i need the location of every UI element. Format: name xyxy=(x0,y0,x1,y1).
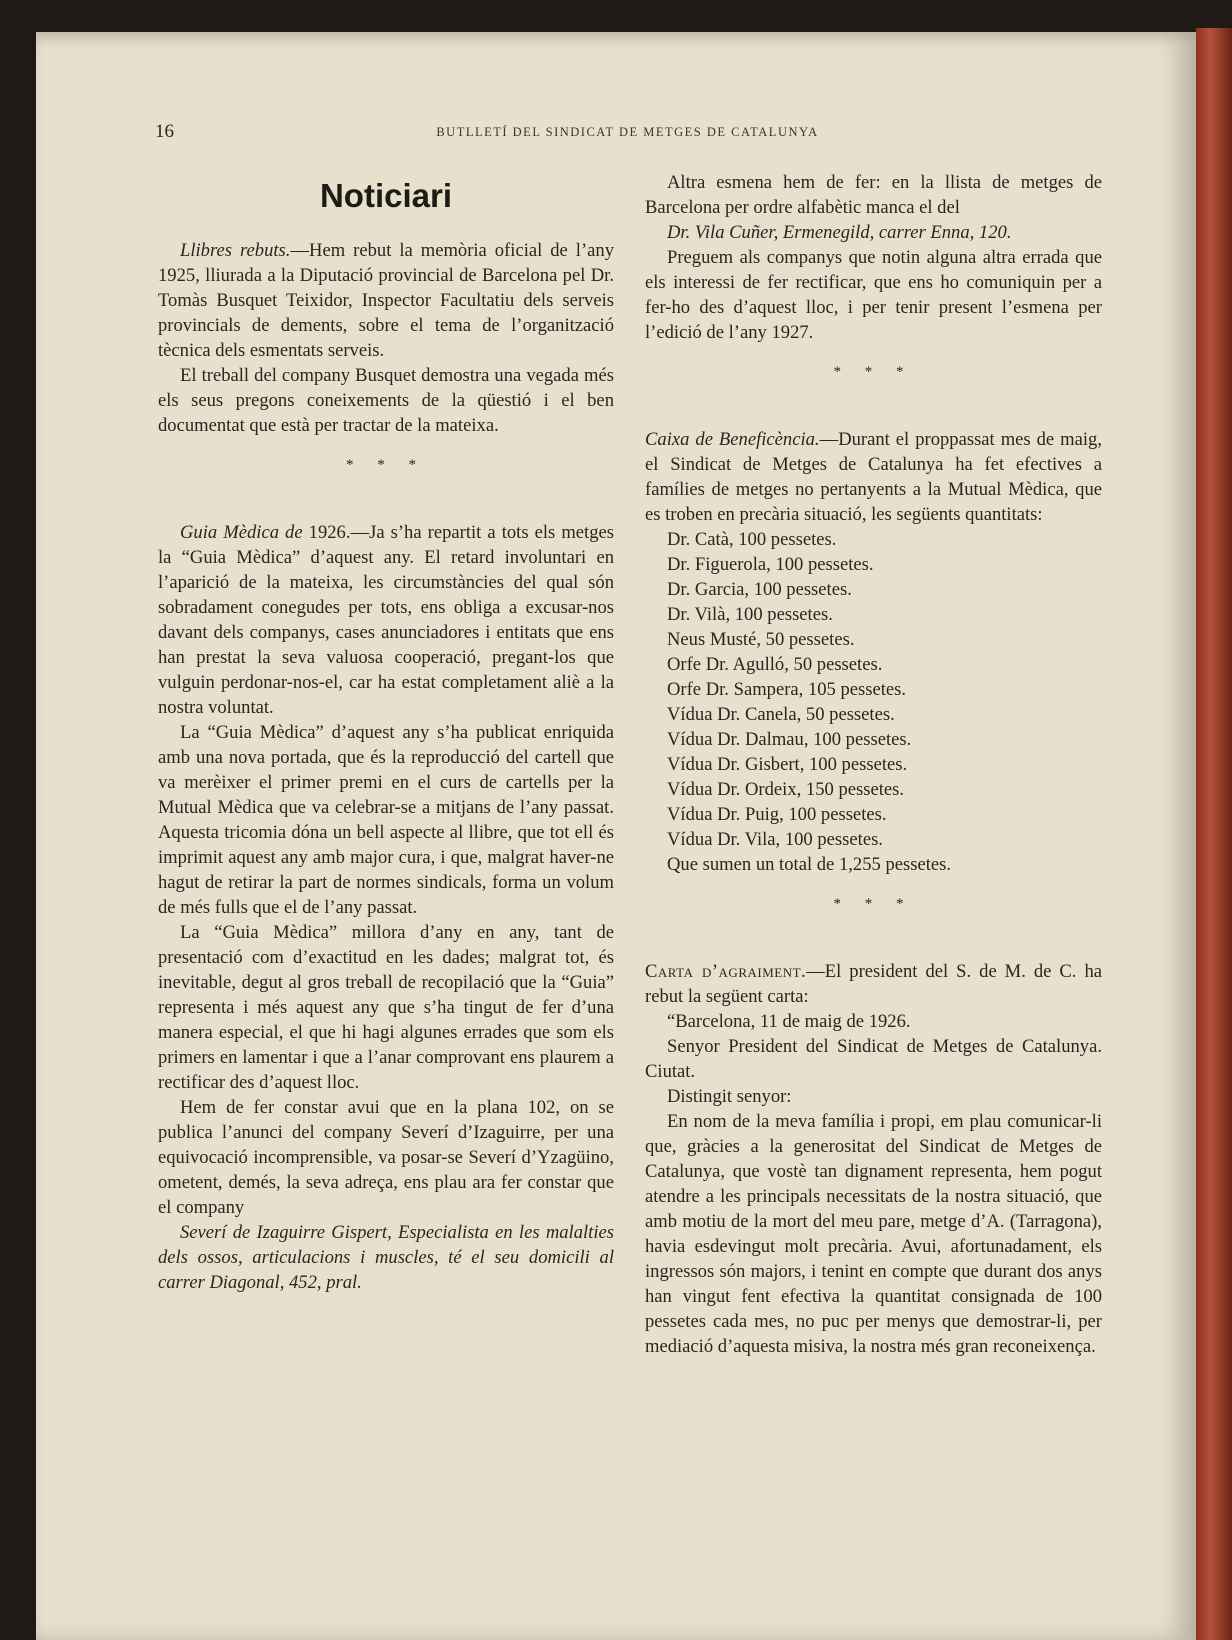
correction-notice: Severí de Izaguirre Gispert, Especialista en les malalties dels ossos, articulacions i muscles, té el seu domicili al carrer Diagonal, 452, pral. xyxy=(158,1222,614,1293)
letter-date: “Barcelona, 11 de maig de 1926. xyxy=(667,1011,911,1032)
paragraph-llibres-rebuts: Llibres rebuts.—Hem rebut la memòria oficial de l’any 1925, lliurada a la Diputació provincial de Barcelona pel Dr. Tomàs Busquet Teixidor, Inspector Facultatiu dels serveis provincials de dements, sobre el tema de l’organització tècnica dels esmentats serveis. xyxy=(158,240,614,361)
donation-list xyxy=(645,527,1102,877)
list-item: Vídua Dr. Dalmau, 100 pessetes. xyxy=(667,729,912,750)
correction-entry: Dr. Vila Cuñer, Ermenegild, carrer Enna, 120. xyxy=(667,222,1012,243)
list-item: Orfe Dr. Sampera, 105 pessetes. xyxy=(667,679,907,700)
left-column xyxy=(158,170,614,1295)
list-item: Vídua Dr. Puig, 100 pessetes. xyxy=(667,804,887,825)
paragraph: La “Guia Mèdica” millora d’any en any, tant de presentació com d’exactitud en les dades; malgrat tot, és inevitable, degut al gros treball de recopilació que la “Guia” representa i més aquest any que s’ha tingut de fer d’una manera especial, el que hi hagi algunes errades que som els primers en lamentar i que a l’anar comprovant ens plaurem a rectificar des d’aquest lloc. xyxy=(158,922,614,1093)
section-title: Noticiari xyxy=(319,177,453,214)
page-header xyxy=(155,121,1100,145)
section-divider: * * * xyxy=(833,364,914,380)
paragraph: Hem de fer constar avui que en la plana 102, on se publica l’anunci del company Severí d’Izaguirre, per una equivocació incomprensible, va posar-se Severí d’Yzagüino, ometent, demés, la seva adreça, ens plau ara fer constar que el company xyxy=(158,1097,614,1218)
section-divider: * * * xyxy=(346,457,426,473)
paragraph: El treball del company Busquet demostra una vegada més els seus pregons coneixements de la qüestió i el ben documentat que està per tractar de la mateixa. xyxy=(158,365,614,436)
llibres-rebuts-heading: Llibres rebuts. xyxy=(180,240,291,261)
list-item: Orfe Dr. Agulló, 50 pessetes. xyxy=(667,654,883,675)
letter-salutation: Distingit senyor: xyxy=(667,1086,792,1107)
paragraph: Preguem als companys que notin alguna altra errada que els interessi de fer rectificar, que ens ho comuniquin per a fer-ho des d’aquest lloc, i per tenir present l’esmena per l’edició de l’any 1927. xyxy=(645,247,1102,343)
section-divider: * * * xyxy=(833,896,914,912)
paragraph: Altra esmena hem de fer: en la llista de metges de Barcelona per ordre alfabètic manca el del xyxy=(645,172,1102,218)
running-head: BUTLLETÍ DEL SINDICAT DE METGES DE CATALUNYA xyxy=(436,125,819,139)
donation-total: Que sumen un total de 1,255 pessetes. xyxy=(667,854,952,875)
list-item: Dr. Garcia, 100 pessetes. xyxy=(667,579,852,600)
page-number: 16 xyxy=(155,121,174,142)
list-item: Dr. Figuerola, 100 pessetes. xyxy=(667,554,874,575)
paragraph-carta-agraiment: Carta d’agraiment.—El president del S. de M. de C. ha rebut la següent carta: xyxy=(645,961,1102,1007)
carta-agraiment-heading: Carta d’agraiment. xyxy=(645,961,807,982)
list-item: Dr. Catà, 100 pessetes. xyxy=(667,529,837,550)
paragraph-guia-medica: Guia Mèdica de 1926.—Ja s’ha repartit a tots els metges la “Guia Mèdica” d’aquest any. El retard involuntari en l’aparició de la mateixa, les circumstàncies del qual són sobradament conegudes per tots, ens obliga a excusar-nos davant dels companys, cases anunciadores i entitats que ens han prestat la seva valuosa cooperació, pregant-los que vulguin perdonar-nos-el, car ha estat completament aliè a la nostra voluntat. xyxy=(158,522,614,718)
paragraph-caixa-beneficencia: Caixa de Beneficència.—Durant el proppassat mes de maig, el Sindicat de Metges de Catalunya ha fet efectives a famílies de metges no pertanyents a la Mutual Mèdica, que es troben en precària situació, les següents quantitats: xyxy=(645,429,1102,525)
letter-addressee: Senyor President del Sindicat de Metges de Catalunya. Ciutat. xyxy=(645,1036,1102,1082)
list-item: Vídua Dr. Canela, 50 pessetes. xyxy=(667,704,895,725)
paragraph: La “Guia Mèdica” d’aquest any s’ha publicat enriquida amb una nova portada, que és la reproducció del cartell que va merèixer el primer premi en el curs de cartells per la Mutual Mèdica que va celebrar-se a mitjans de l’any passat. Aquesta tricomia dóna un bell aspecte al llibre, que tot ell és imprimit aquest any amb major cura, i que, malgrat haver-ne hagut de retirar la part de normes sindicals, forma un volum de més fulls que el de l’any passat. xyxy=(158,722,614,918)
list-item: Vídua Dr. Vila, 100 pessetes. xyxy=(667,829,883,850)
caixa-beneficencia-heading: Caixa de Beneficència. xyxy=(645,429,820,450)
list-item: Neus Musté, 50 pessetes. xyxy=(667,629,855,650)
right-column xyxy=(645,170,1102,1359)
book-binding-edge xyxy=(1196,28,1232,1640)
letter-body: En nom de la meva família i propi, em plau comunicar-li que, gràcies a la generositat del Sindicat de Metges de Catalunya, que vostè tan dignament representa, hem pogut atendre a les principals necessitats de la nostra situació, que amb motiu de la mort del meu pare, metge d’A. (Tarragona), havia esdevingut molt precària. Avui, afortunadament, els ingressos són majors, i tenint en compte que durant dos anys han vingut fent efectiva la quantitat consignada de 100 pessetes cada mes, no puc per menys que demostrar-li, per mediació d’aquesta misiva, la nostra més gran reconeixença. xyxy=(645,1111,1102,1357)
list-item: Vídua Dr. Gisbert, 100 pessetes. xyxy=(667,754,908,775)
list-item: Dr. Vilà, 100 pessetes. xyxy=(667,604,833,625)
guia-medica-heading: Guia Mèdica de xyxy=(180,522,303,543)
list-item: Vídua Dr. Ordeix, 150 pessetes. xyxy=(667,779,905,800)
